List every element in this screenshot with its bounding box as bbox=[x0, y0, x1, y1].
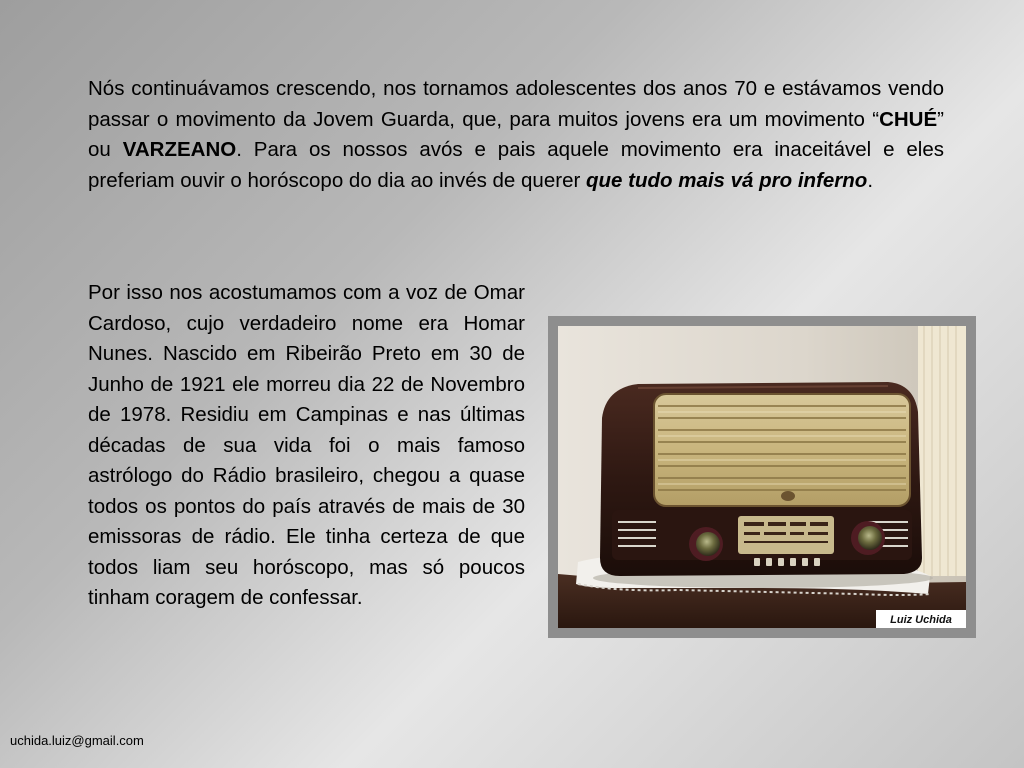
radio-photo bbox=[558, 326, 966, 628]
intro-text-4: . bbox=[867, 168, 874, 192]
intro-text-1: Nós continuávamos crescendo, nos tornamos adolescentes dos anos 70 e estávamos vendo passar o movimento da Jovem Guarda, que, para muitos jovens era um movimento “ bbox=[88, 77, 944, 131]
intro-text-3: . Para os nossos avós e pais aquele movimento era inaceitável e eles preferiam ouvir o horóscopo do dia ao invés de querer bbox=[88, 138, 945, 192]
intro-bold-chue: CHUÉ bbox=[879, 107, 938, 131]
vintage-radio-image bbox=[558, 326, 966, 628]
intro-bold-varzeano: VARZEANO bbox=[122, 138, 237, 161]
footer-email: uchida.luiz@gmail.com bbox=[10, 733, 144, 748]
intro-bold-italic-phrase: que tudo mais vá pro inferno bbox=[586, 168, 868, 192]
radio-photo-frame bbox=[548, 316, 976, 638]
intro-paragraph bbox=[88, 74, 944, 196]
intro-text-2: ” ou bbox=[88, 107, 944, 161]
body-paragraph: Por isso nos acostumamos com a voz de Omar Cardoso, cujo verdadeiro nome era Homar Nunes. Nascido em Ribeirão Preto em 30 de Junho de 1921 ele morreu dia 22 de Novembro de 1978. Residiu em Campinas e nas últimas décadas de sua vida foi o mais famoso astrólogo do Rádio brasileiro, chegou a quase todos os pontos do país através de mais de 30 emissoras de rádio. Ele tinha certeza de que todos liam seu horóscopo, mas só poucos tinham coragem de confessar. bbox=[88, 281, 525, 609]
photo-watermark: Luiz Uchida bbox=[890, 614, 952, 626]
